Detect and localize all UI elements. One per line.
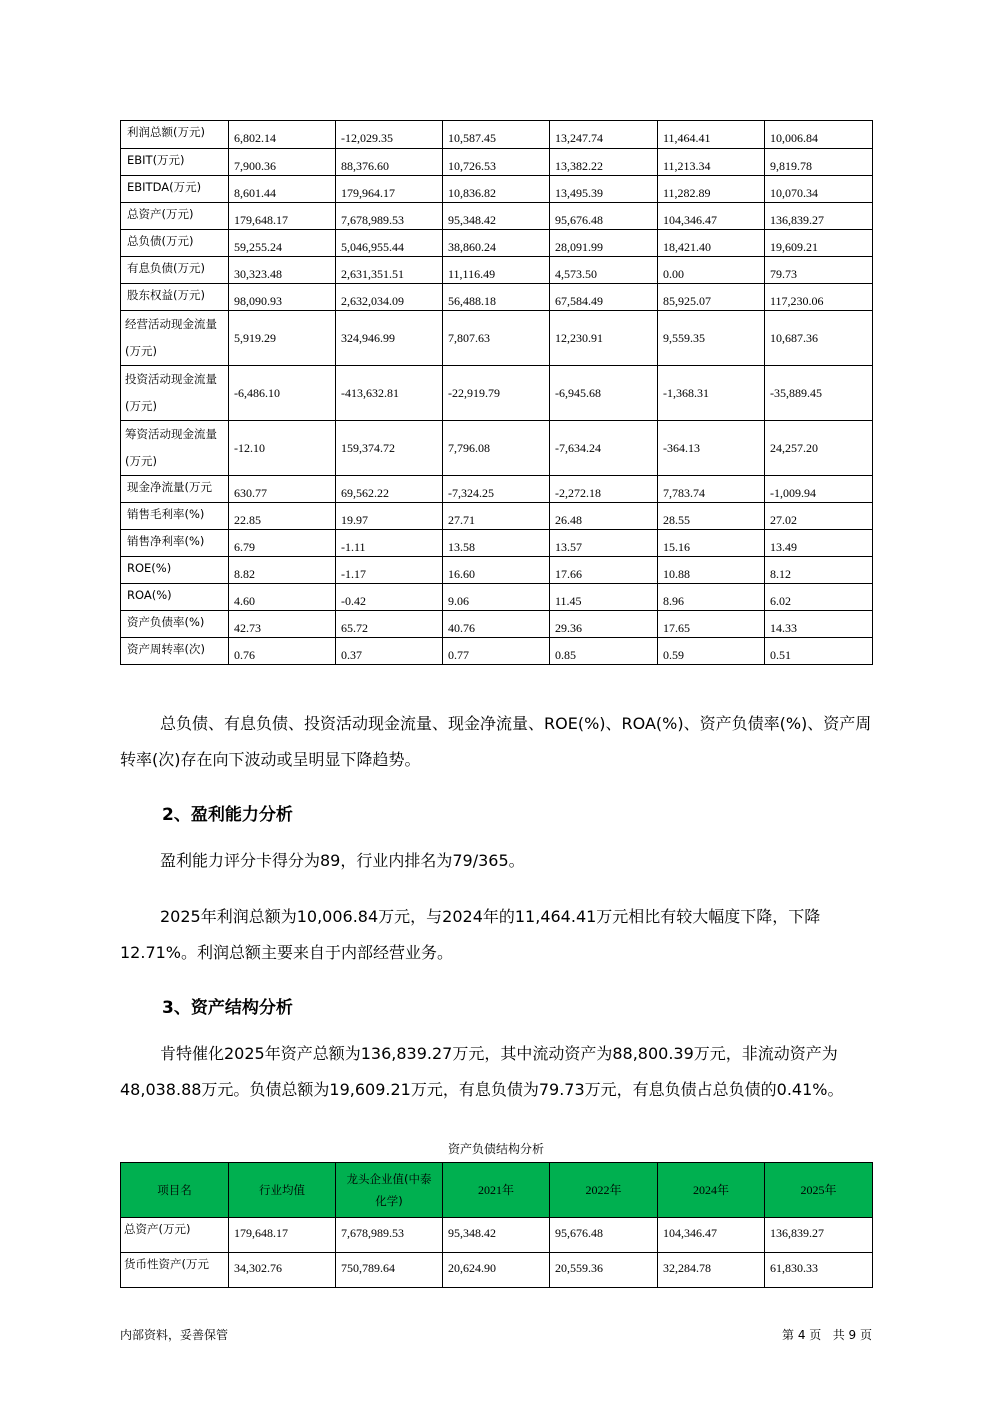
table-cell: 15.16 [658,530,765,557]
table-cell: 95,676.48 [550,1218,658,1253]
table-cell: -12.10 [229,421,336,476]
table-cell: 28.55 [658,503,765,530]
table-cell: 19,609.21 [765,230,873,257]
table-cell: -364.13 [658,421,765,476]
table-row [121,530,873,557]
row-label: 资产负债率(%) [121,611,229,638]
table-cell: 10,687.36 [765,311,873,366]
table-cell: 11,213.34 [658,149,765,176]
table-cell: -413,632.81 [336,366,443,421]
table-cell: 20,559.36 [550,1253,658,1288]
table-cell: 13,247.74 [550,121,658,149]
table-cell: 26.48 [550,503,658,530]
table-row [121,121,873,149]
table-row [121,257,873,284]
table-cell: 179,964.17 [336,176,443,203]
table-row [121,503,873,530]
row-label: 有息负债(万元) [121,257,229,284]
table-cell: 79.73 [765,257,873,284]
table-cell: -1.11 [336,530,443,557]
table-cell: 0.76 [229,638,336,665]
table-cell: 88,376.60 [336,149,443,176]
header-year-2024: 2024年 [658,1163,765,1218]
table-cell: 42.73 [229,611,336,638]
table-cell: -2,272.18 [550,476,658,503]
table-cell: -7,324.25 [443,476,550,503]
table-cell: 34,302.76 [229,1253,336,1288]
table-cell: 0.85 [550,638,658,665]
table-cell: 11.45 [550,584,658,611]
table-cell: 2,631,351.51 [336,257,443,284]
table-row [121,1253,873,1288]
table-cell: 5,046,955.44 [336,230,443,257]
table-cell: 8.96 [658,584,765,611]
table-cell: 40.76 [443,611,550,638]
table-row [121,476,873,503]
table-cell: -1.17 [336,557,443,584]
table-cell: 30,323.48 [229,257,336,284]
row-label: 股东权益(万元) [121,284,229,311]
table-cell: 10,070.34 [765,176,873,203]
row-label: 总资产(万元) [121,203,229,230]
table-cell: -6,486.10 [229,366,336,421]
table-cell: 750,789.64 [336,1253,443,1288]
table-cell: 12,230.91 [550,311,658,366]
table-cell: 38,860.24 [443,230,550,257]
table-cell: 22.85 [229,503,336,530]
table-cell: 69,562.22 [336,476,443,503]
table-cell: 19.97 [336,503,443,530]
table-cell: 13.58 [443,530,550,557]
table-row [121,611,873,638]
table-cell: 11,464.41 [658,121,765,149]
row-label: EBIT(万元) [121,149,229,176]
table-cell: 67,584.49 [550,284,658,311]
section-heading-profitability: 2、盈利能力分析 [162,805,293,825]
balance-sheet-structure-table [120,1162,873,1288]
table-header-row [121,1163,873,1218]
table-cell: 95,348.42 [443,1218,550,1253]
table-cell: 17.66 [550,557,658,584]
financial-metrics-table [120,120,873,665]
table-cell: 5,919.29 [229,311,336,366]
row-label: 货币性资产(万元 [121,1253,229,1288]
table-cell: -1,009.94 [765,476,873,503]
table-cell: 14.33 [765,611,873,638]
table-cell: 13,495.39 [550,176,658,203]
table-cell: 85,925.07 [658,284,765,311]
table-cell: 65.72 [336,611,443,638]
row-label: 筹资活动现金流量(万元) [121,421,229,476]
table-cell: 10,587.45 [443,121,550,149]
table-cell: 159,374.72 [336,421,443,476]
row-label: 现金净流量(万元 [121,476,229,503]
profit-total-paragraph: 2025年利润总额为10,006.84万元，与2024年的11,464.41万元相比有较大幅度下降，下降12.71%。利润总额主要来自于内部经营业务。 [120,907,821,962]
table-row [121,149,873,176]
table-cell: 7,783.74 [658,476,765,503]
header-leader-value: 龙头企业值(中泰化学) [336,1163,443,1218]
table-cell: 17.65 [658,611,765,638]
table-row [121,176,873,203]
table-cell: -1,368.31 [658,366,765,421]
row-label: 总负债(万元) [121,230,229,257]
table-cell: 117,230.06 [765,284,873,311]
table-cell: 7,796.08 [443,421,550,476]
row-label: 投资活动现金流量(万元) [121,366,229,421]
row-label: EBITDA(万元) [121,176,229,203]
table-cell: 28,091.99 [550,230,658,257]
table-cell: -12,029.35 [336,121,443,149]
table-row [121,1218,873,1253]
table-cell: 0.37 [336,638,443,665]
section-heading-asset-structure: 3、资产结构分析 [162,998,293,1018]
table-cell: 27.71 [443,503,550,530]
table-cell: 13.49 [765,530,873,557]
table-cell: 10.88 [658,557,765,584]
table-cell: 2,632,034.09 [336,284,443,311]
table-cell: 10,006.84 [765,121,873,149]
row-label: ROE(%) [121,557,229,584]
table-cell: 630.77 [229,476,336,503]
header-year-2025: 2025年 [765,1163,873,1218]
table-cell: 0.51 [765,638,873,665]
table-cell: 136,839.27 [765,1218,873,1253]
row-label: 总资产(万元) [121,1218,229,1253]
table-cell: 0.59 [658,638,765,665]
row-label: 销售毛利率(%) [121,503,229,530]
table-cell: 29.36 [550,611,658,638]
table-cell: 9,559.35 [658,311,765,366]
header-industry-average: 行业均值 [229,1163,336,1218]
table-cell: 24,257.20 [765,421,873,476]
table-cell: -22,919.79 [443,366,550,421]
table-cell: 8.82 [229,557,336,584]
footer-confidential-note: 内部资料，妥善保管 [120,1328,229,1342]
table-cell: 10,836.82 [443,176,550,203]
table-row [121,230,873,257]
row-label: 利润总额(万元) [121,121,229,149]
table-cell: 104,346.47 [658,1218,765,1253]
table-cell: 16.60 [443,557,550,584]
header-item-name: 项目名 [121,1163,229,1218]
table-cell: 6.02 [765,584,873,611]
row-label: 资产周转率(次) [121,638,229,665]
table-row [121,421,873,476]
profitability-score-paragraph: 盈利能力评分卡得分为89，行业内排名为79/365。 [160,851,525,870]
table-cell: 104,346.47 [658,203,765,230]
table-cell: 56,488.18 [443,284,550,311]
table-cell: 6.79 [229,530,336,557]
table-cell: 136,839.27 [765,203,873,230]
table-row [121,284,873,311]
table-cell: 10,726.53 [443,149,550,176]
table-cell: 13,382.22 [550,149,658,176]
table-row [121,311,873,366]
table-cell: 324,946.99 [336,311,443,366]
table-cell: 59,255.24 [229,230,336,257]
table-row [121,584,873,611]
asset-structure-paragraph: 肯特催化2025年资产总额为136,839.27万元，其中流动资产为88,800.39万元，非流动资产为48,038.88万元。负债总额为19,609.21万元，有息负债为79.73万元，有息负债占总负债的0.41%。 [120,1044,844,1099]
table-cell: 4.60 [229,584,336,611]
table-cell: 20,624.90 [443,1253,550,1288]
table-cell: 7,807.63 [443,311,550,366]
table-cell: -35,889.45 [765,366,873,421]
table-cell: 0.00 [658,257,765,284]
table-row [121,203,873,230]
table-cell: 4,573.50 [550,257,658,284]
table-cell: 7,678,989.53 [336,1218,443,1253]
table-cell: 179,648.17 [229,203,336,230]
table-cell: 61,830.33 [765,1253,873,1288]
table-cell: 8.12 [765,557,873,584]
table-cell: 98,090.93 [229,284,336,311]
table-cell: 13.57 [550,530,658,557]
table-cell: 0.77 [443,638,550,665]
table-cell: 9.06 [443,584,550,611]
table-cell: 179,648.17 [229,1218,336,1253]
row-label: 销售净利率(%) [121,530,229,557]
table-row [121,557,873,584]
footer-page-number: 第 4 页 共 9 页 [782,1328,872,1342]
table-cell: 9,819.78 [765,149,873,176]
row-label: 经营活动现金流量(万元) [121,311,229,366]
table-cell: 7,678,989.53 [336,203,443,230]
table-row [121,638,873,665]
table-cell: 32,284.78 [658,1253,765,1288]
table-cell: 27.02 [765,503,873,530]
table-cell: 6,802.14 [229,121,336,149]
table-cell: 8,601.44 [229,176,336,203]
table-cell: -6,945.68 [550,366,658,421]
table-cell: 95,676.48 [550,203,658,230]
table-row [121,366,873,421]
header-year-2021: 2021年 [443,1163,550,1218]
table-cell: 11,282.89 [658,176,765,203]
table-cell: 11,116.49 [443,257,550,284]
table-cell: -0.42 [336,584,443,611]
table-cell: 18,421.40 [658,230,765,257]
table-cell: 7,900.36 [229,149,336,176]
header-year-2022: 2022年 [550,1163,658,1218]
balance-sheet-table-caption: 资产负债结构分析 [447,1142,544,1156]
table-cell: -7,634.24 [550,421,658,476]
table-cell: 95,348.42 [443,203,550,230]
trend-summary-paragraph: 总负债、有息负债、投资活动现金流量、现金净流量、ROE(%)、ROA(%)、资产负债率(%)、资产周转率(次)存在向下波动或呈明显下降趋势。 [120,714,872,769]
row-label: ROA(%) [121,584,229,611]
